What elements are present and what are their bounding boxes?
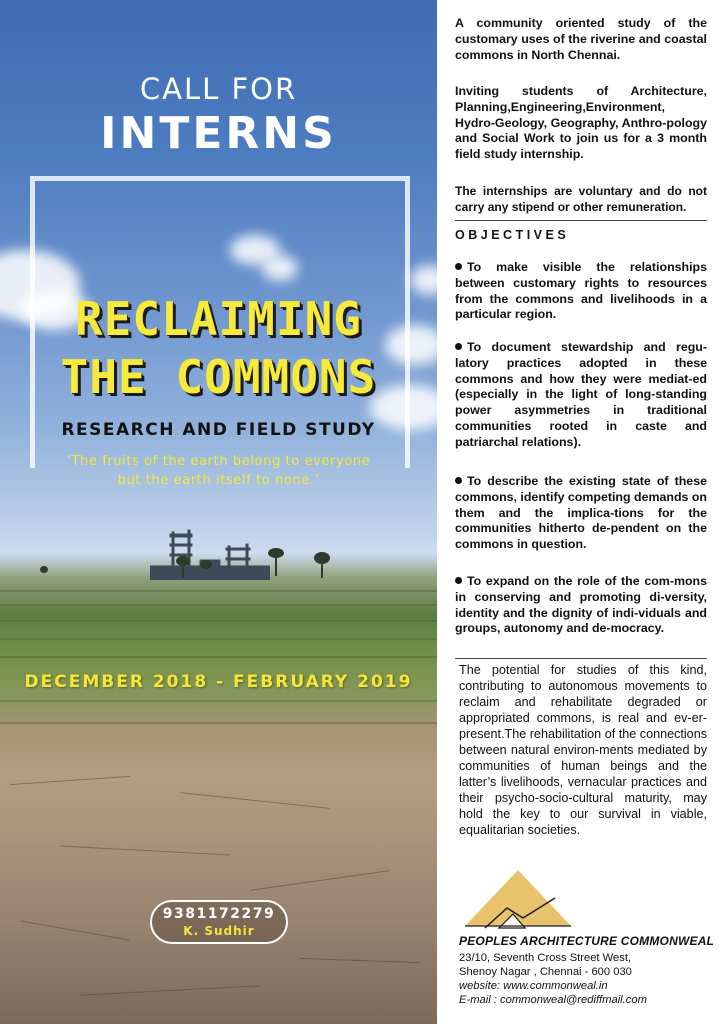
soil-crack [10, 776, 130, 785]
call-for-heading: CALL FOR [139, 72, 298, 106]
contact-name: K. Sudhir [183, 924, 255, 938]
objective-item [455, 474, 707, 553]
field-row [0, 656, 437, 658]
address-line-1: 23/10, Seventh Cross Street West, [459, 952, 632, 964]
field-row [0, 722, 437, 724]
stipend-note: The internships are voluntary and do not carry any stipend or other remuneration. [455, 184, 707, 214]
soil-crack [60, 846, 230, 856]
phone-number[interactable]: 9381172279 [162, 906, 276, 922]
objective-item [455, 260, 707, 323]
tree [200, 560, 212, 569]
field-row [0, 620, 437, 622]
objective-item [455, 574, 707, 637]
soil-crack [251, 870, 390, 890]
subtitle: RESEARCH AND FIELD STUDY [61, 420, 376, 440]
soil-crack [180, 792, 329, 809]
internship-dates: DECEMBER 2018 - FEBRUARY 2019 [24, 672, 413, 692]
tree [40, 566, 48, 573]
quote-line-1: ‘The fruits of the earth belong to everyone [66, 454, 371, 469]
title-the-commons: THE COMMONS [60, 350, 377, 404]
tree-trunk [182, 564, 184, 578]
text-panel [437, 0, 724, 1024]
contact-badge[interactable] [150, 900, 288, 944]
address-line-2: Shenoy Nagar , Chennai - 600 030 [459, 966, 632, 978]
soil-crack [21, 920, 130, 940]
bullet-icon [455, 263, 462, 270]
bullet-icon [455, 477, 462, 484]
bullet-icon [455, 343, 462, 350]
cloud [410, 265, 437, 295]
intro-paragraph: A community oriented study of the customary uses of the riverine and coastal commons in North Chennai. [455, 16, 707, 62]
soil-crack [80, 985, 260, 995]
soil-crack [300, 958, 420, 963]
objective-item [455, 340, 707, 451]
objective-text: To describe the existing state of these commons, identify competing demands on them and the implica-tions for the communities hitherto de-pendent on the commons in question. [455, 474, 707, 552]
quote-line-2: but the earth itself to none.’ [117, 473, 320, 488]
objectives-heading: OBJECTIVES [455, 228, 570, 242]
objective-text: To expand on the role of the com-mons in conserving and promoting di-versity, identity and the dignity of indi-viduals and groups, autonomy and de-mocracy. [455, 574, 707, 636]
invitation-paragraph: Inviting students of Architecture, Planning,Engineering,Environment, Hydro-Geology, Geography, Anthro-pology and Social Work to join us for a 3 month field study internship. [455, 84, 707, 162]
field-row [0, 700, 437, 702]
organisation-name: PEOPLES ARCHITECTURE COMMONWEAL [459, 934, 715, 948]
objective-text: To make visible the relationships between customary rights to resources from the commons and livelihoods in a particular region. [455, 260, 707, 322]
website-link[interactable]: website: www.commonweal.in [459, 980, 608, 992]
field-row [0, 638, 437, 640]
email-link[interactable]: E-mail : commonweal@rediffmail.com [459, 994, 647, 1006]
factory-silhouette [150, 520, 270, 580]
tree-trunk [275, 556, 277, 576]
field-row [0, 590, 437, 592]
bullet-icon [455, 577, 462, 584]
objective-text: To document stewardship and regu-latory practices adopted in these commons and how they were mediat-ed (especially in the light of long-standing power asymmetries in traditional communities rooted in caste and patriarchal relations). [455, 340, 707, 449]
tree-trunk [321, 562, 323, 578]
potential-paragraph: The potential for studies of this kind, contributing to autonomous movements to reclaim and rehabilitate degraded or appropriated commons, is real and ev-er-present.The rehabilitation of the connections between natural environ-ments mediated by communities of human beings and the latter’s livelihoods, vernacular practices and their psycho-socio-cultural maturity, may hold the key to our survival in viable, equalitarian societies. [459, 663, 707, 837]
field-row [0, 604, 437, 606]
divider [455, 220, 707, 221]
title-reclaiming: RECLAIMING [75, 292, 362, 346]
interns-heading: INTERNS [100, 108, 337, 159]
commonweal-logo-icon [463, 868, 573, 932]
divider [455, 658, 707, 659]
